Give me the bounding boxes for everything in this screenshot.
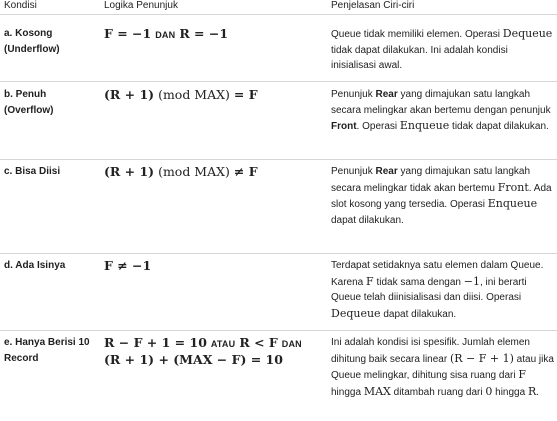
logic-cell (104, 258, 324, 274)
desc-text: atau jika Queue melingkar, dihitung sisa ruang dari (331, 353, 554, 381)
desc-text: . Ada slot kosong yang tersedia. Operasi (331, 182, 552, 210)
table-row (0, 81, 557, 160)
table-header (0, 0, 557, 15)
table-row (0, 253, 557, 331)
desc-text: , ini berarti Queue telah diinisialisasi dan diisi. Operasi (331, 276, 527, 303)
desc-math: Front (497, 180, 529, 194)
desc-math: F (366, 274, 374, 288)
desc-math: Dequeue (502, 27, 553, 40)
desc-text: Ini adalah kondisi isi spesifik. Jumlah elemen dihitung baik secara linear (331, 337, 530, 365)
logic-mod: (mod MAX) (158, 87, 230, 102)
desc-text: Penunjuk (331, 166, 376, 177)
condition-cell: d. Ada Isinya (4, 260, 66, 271)
desc-text: tidak dapat dilakukan. (449, 121, 549, 132)
logic-line (104, 352, 324, 368)
description-cell (331, 258, 555, 322)
header-description: Penjelasan Ciri-ciri (331, 0, 415, 11)
desc-math: Enqueue (487, 197, 538, 210)
desc-text: yang dimajukan satu langkah secara melingkar akan bertemu dengan penunjuk (331, 89, 551, 116)
desc-math: R (527, 384, 537, 398)
desc-text: Queue tidak memiliki elemen. Operasi (331, 29, 503, 40)
header-logic: Logika Penunjuk (104, 0, 178, 11)
desc-bold: Rear (375, 166, 398, 177)
logic-keyword: DAN (281, 339, 302, 349)
header-condition: Kondisi (4, 0, 37, 11)
logic-expression: F ≠ −1 (104, 258, 152, 273)
logic-expression: (R + 1) + (MAX − F) = 10 (104, 352, 283, 367)
logic-expression: (R + 1) (104, 87, 155, 102)
desc-text: ditambah ruang dari (390, 386, 486, 398)
logic-expression: R − F + 1 = 10 (104, 335, 207, 350)
desc-text: . (536, 386, 540, 398)
desc-text: dapat dilakukan. (331, 214, 404, 226)
logic-cell (104, 164, 324, 180)
desc-math: Enqueue (399, 119, 450, 132)
desc-bold: Rear (375, 89, 398, 100)
logic-expression: F = −1 (104, 26, 152, 41)
desc-math: 0 (485, 384, 493, 398)
condition-cell: a. Kosong (Underflow) (4, 28, 60, 55)
logic-cell (104, 26, 324, 43)
condition-cell: c. Bisa Diisi (4, 166, 61, 177)
desc-math: (R − F + 1) (449, 351, 514, 365)
desc-text: . Operasi (356, 121, 400, 132)
desc-math: −1 (463, 274, 480, 288)
desc-text: hingga (492, 386, 528, 398)
logic-cell (104, 335, 324, 368)
logic-expression: R < F (239, 335, 278, 350)
desc-text: Penunjuk (331, 89, 376, 100)
desc-math: Dequeue (331, 306, 381, 320)
logic-expression: (R + 1) (104, 164, 155, 179)
description-cell (331, 87, 555, 135)
logic-keyword: ATAU (210, 339, 236, 349)
desc-text: hingga (331, 386, 364, 398)
logic-expression: R = −1 (179, 26, 229, 41)
table-row (0, 15, 557, 82)
logic-expression: = F (233, 87, 258, 102)
table-row (0, 159, 557, 254)
table-row (0, 330, 557, 420)
desc-bold: Front (331, 121, 357, 132)
desc-text: Terdapat setidaknya satu elemen dalam Queue. Karena (331, 260, 544, 288)
logic-keyword: DAN (155, 30, 176, 40)
logic-line (104, 335, 324, 352)
logic-expression: ≠ F (233, 164, 258, 179)
desc-text: tidak dapat dilakukan. Ini adalah kondisi inisialisasi awal. (331, 44, 508, 71)
desc-math: F (518, 368, 526, 381)
desc-text: yang dimajukan satu langkah secara melingkar tidak akan bertemu (331, 166, 531, 194)
condition-cell: b. Penuh (Overflow) (4, 89, 54, 116)
description-cell (331, 335, 555, 400)
desc-text: dapat dilakukan. (380, 308, 457, 320)
description-cell (331, 164, 555, 228)
logic-mod: (mod MAX) (158, 164, 230, 179)
condition-cell: e. Hanya Berisi 10 Record (4, 337, 90, 364)
desc-text: tidak sama dengan (373, 276, 464, 288)
logic-cell (104, 87, 324, 103)
desc-math: MAX (363, 384, 391, 398)
description-cell (331, 26, 555, 74)
